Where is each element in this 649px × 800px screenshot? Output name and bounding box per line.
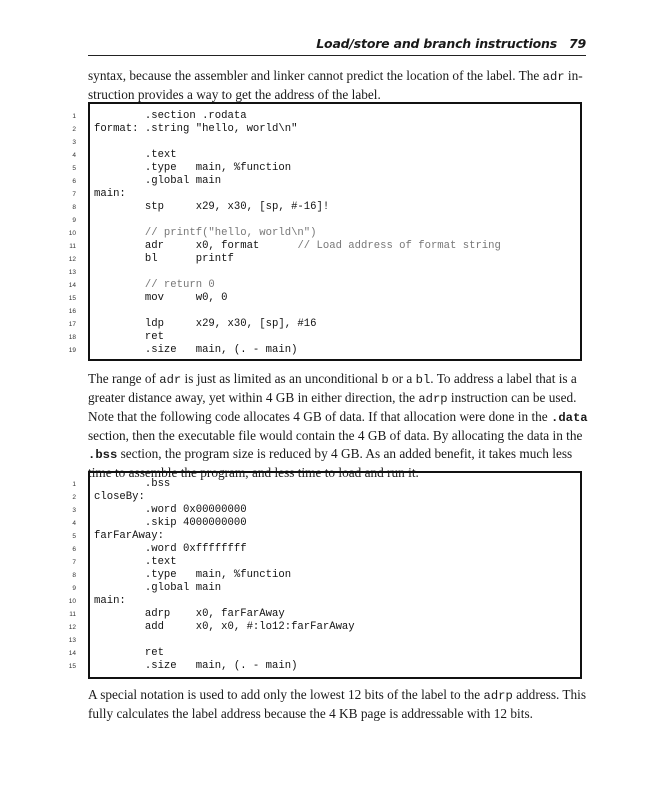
line-number: 10 (68, 230, 76, 237)
code-text (94, 201, 329, 214)
code-body: stp x29, x30, [sp, #-16]! (94, 201, 330, 213)
line-number: 2 (72, 494, 76, 501)
inline-code: adr (159, 373, 182, 387)
code-text (94, 595, 126, 608)
code-text (94, 227, 317, 240)
code-body: .bss (94, 478, 171, 490)
paragraph-intro (88, 67, 588, 104)
code-body: .type main, %function (94, 569, 292, 581)
line-number: 7 (72, 191, 76, 198)
code-body: adr x0, format (94, 240, 298, 252)
inline-code: bl (415, 373, 431, 387)
line-number: 17 (68, 321, 76, 328)
code-text (94, 149, 177, 162)
code-body: .size main, (. - main) (94, 344, 298, 356)
line-number: 16 (68, 308, 76, 315)
line-number: 6 (72, 546, 76, 553)
code-text (94, 292, 228, 305)
code-listing-2 (68, 471, 582, 679)
code-comment: // return 0 (94, 279, 215, 291)
code-body: ret (94, 331, 164, 343)
text-run: . To address a label that is a greater distance away, yet within 4 GB in either direction, the (88, 371, 577, 405)
line-number: 7 (72, 559, 76, 566)
code-body: .section .rodata (94, 110, 247, 122)
chapter-title: Load/store and branch instructions (316, 36, 557, 51)
line-number: 12 (68, 624, 76, 631)
line-number: 8 (72, 572, 76, 579)
line-number: 13 (68, 269, 76, 276)
page-number: 79 (569, 36, 586, 51)
line-number: 11 (69, 611, 76, 618)
code-listing-1 (68, 102, 582, 361)
code-body: .skip 4000000000 (94, 517, 247, 529)
text-run: is just as limited as an unconditional (181, 371, 382, 386)
line-number: 15 (68, 663, 76, 670)
code-text (94, 344, 297, 357)
code-label: format: (94, 123, 145, 135)
text-run: section, then the executable file would contain the 4 GB of data. By allocating the data in the (88, 428, 583, 443)
line-number: 4 (72, 152, 76, 159)
code-body: ret (94, 647, 164, 659)
code-text (94, 517, 247, 530)
code-body: add x0, x0, #:lo12:farFarAway (94, 621, 355, 633)
code-text (94, 556, 177, 569)
line-number: 2 (72, 126, 76, 133)
line-number: 3 (72, 507, 76, 514)
text-run: in-struction provides a way to get the address of the label. (88, 68, 583, 102)
line-number: 13 (68, 637, 76, 644)
code-body: .word 0x00000000 (94, 504, 247, 516)
inline-code: adrp (483, 689, 513, 703)
code-text (94, 478, 170, 491)
line-number: 4 (72, 520, 76, 527)
line-number: 10 (68, 598, 76, 605)
code-body: ldp x29, x30, [sp], #16 (94, 318, 317, 330)
paragraph-adrp (88, 370, 588, 482)
code-text (94, 318, 317, 331)
line-number: 8 (72, 204, 76, 211)
code-body: bl printf (94, 253, 234, 265)
text-run: address. This fully calculates the label address because the 4 KB page is addressable with 12 bits. (88, 687, 587, 721)
line-number: 1 (72, 113, 76, 120)
code-text (94, 660, 297, 673)
inline-code: .data (551, 411, 588, 425)
code-body: mov w0, 0 (94, 292, 228, 304)
code-text (94, 253, 234, 266)
code-text (94, 162, 291, 175)
code-text (94, 279, 215, 292)
code-text (94, 530, 164, 543)
inline-code: .bss (88, 448, 118, 462)
code-body: .global main (94, 582, 222, 594)
code-comment: // Load address of format string (297, 240, 501, 252)
text-run: syntax, because the assembler and linker cannot predict the location of the label. The (88, 68, 543, 83)
line-number: 18 (68, 334, 76, 341)
line-number: 5 (72, 165, 76, 172)
inline-code: adrp (418, 392, 448, 406)
line-number: 5 (72, 533, 76, 540)
code-text (94, 582, 221, 595)
code-text (94, 175, 221, 188)
text-run: or a (388, 371, 416, 386)
line-number: 3 (72, 139, 76, 146)
code-label: closeBy: (94, 491, 145, 503)
code-body: .type main, %function (94, 162, 292, 174)
text-run: instruction can be used. Note that the following code allocates 4 GB of data. If that allocation were done in the (88, 390, 577, 424)
inline-code: b (381, 373, 389, 387)
line-number: 9 (72, 217, 76, 224)
text-run: section, the program size is reduced by 4 GB. As an added benefit, it takes much less time to assemble the program, and less time to load and run it. (88, 446, 573, 480)
code-label: farFarAway: (94, 530, 164, 542)
code-text (94, 491, 145, 504)
code-body: .global main (94, 175, 222, 187)
line-number: 6 (72, 178, 76, 185)
text-run: A special notation is used to add only the lowest 12 bits of the label to the (88, 687, 484, 702)
code-body: .word 0xffffffff (94, 543, 247, 555)
line-number: 12 (68, 256, 76, 263)
code-body: adrp x0, farFarAway (94, 608, 285, 620)
running-header (88, 36, 586, 51)
code-text (94, 647, 164, 660)
code-label: main: (94, 595, 126, 607)
code-text (94, 123, 297, 136)
code-label: main: (94, 188, 126, 200)
line-number: 14 (68, 650, 76, 657)
code-text (94, 504, 247, 517)
code-text (94, 240, 501, 253)
code-comment: // printf("hello, world\n") (94, 227, 317, 239)
code-text (94, 608, 285, 621)
code-body: .string "hello, world\n" (144, 123, 298, 135)
code-body: .size main, (. - main) (94, 660, 298, 672)
code-text (94, 188, 126, 201)
line-number: 11 (69, 243, 76, 250)
code-text (94, 569, 291, 582)
line-number: 19 (68, 347, 76, 354)
line-number: 14 (68, 282, 76, 289)
code-body: .text (94, 556, 177, 568)
paragraph-lo12 (88, 686, 588, 723)
line-number: 9 (72, 585, 76, 592)
code-text (94, 110, 247, 123)
code-text (94, 331, 164, 344)
inline-code: adr (542, 70, 565, 84)
line-number: 15 (68, 295, 76, 302)
text-run: The range of (88, 371, 160, 386)
code-text (94, 621, 355, 634)
code-text (94, 543, 247, 556)
header-rule (88, 55, 586, 56)
code-body: .text (94, 149, 177, 161)
line-number: 1 (72, 481, 76, 488)
